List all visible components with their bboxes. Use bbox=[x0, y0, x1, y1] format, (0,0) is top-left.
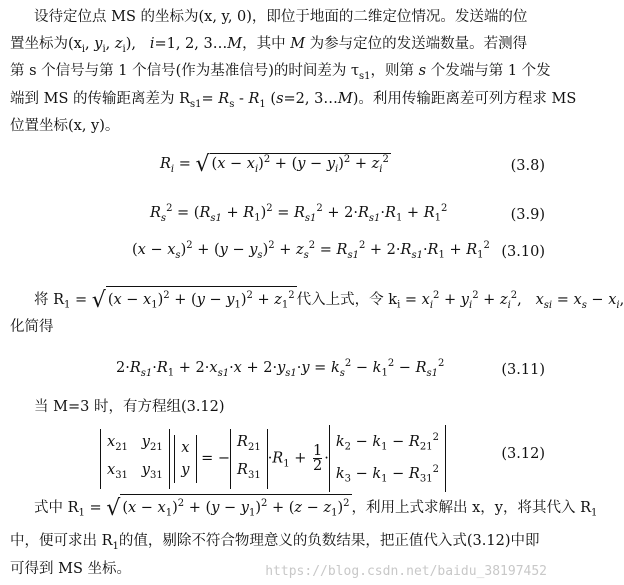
equation-number-3-10: (3.10) bbox=[501, 244, 545, 260]
end-line-2: 可得到 MS 坐标。 bbox=[10, 561, 131, 577]
para1-line3: 第 s 个信号与第 1 个信号(作为基准信号)的时间差为 $\tau_{s1}$，则第 s 个发端与第 1 个发 bbox=[10, 63, 551, 82]
equation-number-3-11: (3.11) bbox=[501, 362, 545, 378]
where-line: 式中 $R_1$ = √ $(x - x_1)^2 + (y - y_1)^2 + (z - z_1)^2$ ，利用上式求解出 x，y，将其代入 $R_1$ bbox=[34, 495, 598, 521]
para1-line4: 端到 MS 的传输距离差为 $R_{s1}= R_s - R_1$ (s=2, 3…M)。利用传输距离差可列方程求 MS bbox=[10, 91, 577, 110]
equation-number-3-12: (3.12) bbox=[501, 446, 545, 462]
when-text: 当 M=3 时，有方程组(3.12) bbox=[34, 399, 225, 415]
end-line-1: 中，便可求出 $R_1$的值，剔除不符合物理意义的负数结果，把正值代入式(3.12)中即 bbox=[10, 533, 540, 552]
para1-line2: 置坐标为($x_i$, $y_i$, $z_i$), i=1, 2, 3…M，其中 M 为参与定位的发送端数量。若测得 bbox=[10, 36, 528, 55]
para1-line5: 位置坐标(x, y)。 bbox=[10, 118, 120, 134]
equation-3-10: $(x - x_s)^2 + (y - y_s)^2 + z_s^2 = R_{s1}^2 + 2\cdot R_{s1}\cdot R_1 + R_1^2$ bbox=[132, 240, 490, 261]
equation-3-12: $x_{21}$ $y_{21}$ $x_{31}$ $y_{31}$ x $y = -R_{21}$ $R_{31}\cdot R_1$ + $\frac{1}{2}$ $\cdot k_2 - k_1 - R_{21}^2$ $k_3 - k_1 - R_{31}^2$ bbox=[100, 425, 446, 492]
watermark: https://blog.csdn.net/baidu_38197452 bbox=[265, 564, 547, 579]
equation-3-9: $R_s^2 = (R_{s1} + R_1)^2 = R_{s1}^2 + 2\cdot R_{s1}\cdot R_1 + R_1^2$ bbox=[150, 203, 448, 224]
para1-line1: 设待定位点 MS 的坐标为(x, y, 0)，即位于地面的二维定位情况。发送端的位 bbox=[34, 9, 528, 25]
equation-number-3-8: (3.8) bbox=[510, 158, 545, 174]
simplify-text: 化简得 bbox=[10, 319, 54, 335]
equation-3-8: $R_i$ = √ $(x - x_i)^2 + (y - y_i)^2 + z_i^2$ bbox=[160, 152, 389, 177]
substitute-line: 将 $R_1$ = √ $(x - x_1)^2 + (y - y_1)^2 + z_1^2$ 代入上式，令 $k_i = x_i^2 + y_i^2 + z_i^2$, $x_{si} = x_s - x_i$, bbox=[34, 287, 624, 313]
equation-3-11: $2\cdot R_{s1}\cdot R_1 + 2\cdot x_{s1}\cdot x + 2\cdot y_{s1}\cdot y = k_s^2 - k_1^2 - R_{s1}^2$ bbox=[116, 358, 445, 379]
equation-number-3-9: (3.9) bbox=[510, 207, 545, 223]
